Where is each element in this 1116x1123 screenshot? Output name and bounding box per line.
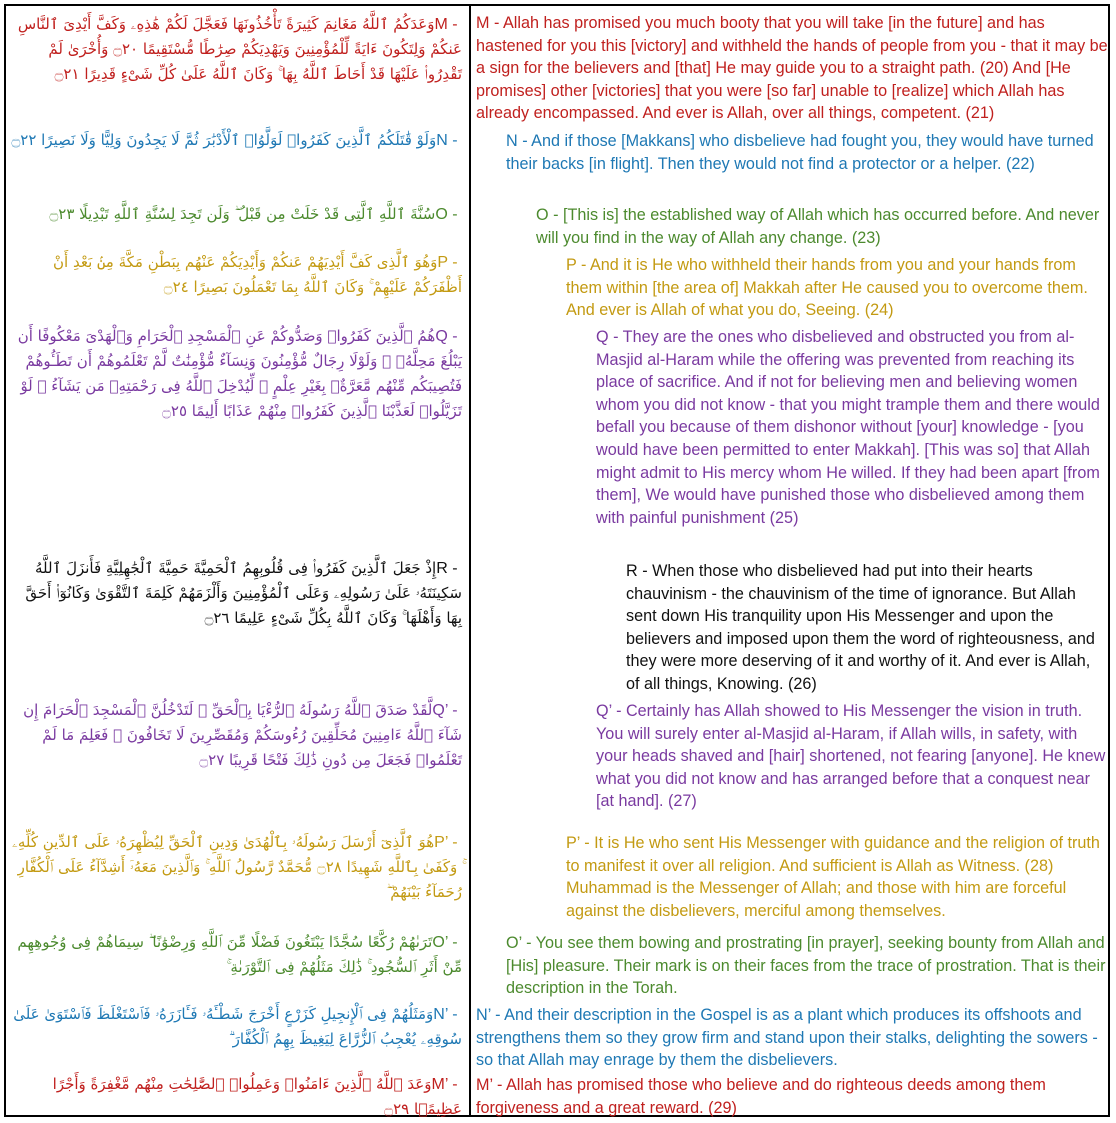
segment-marker: P’ - xyxy=(434,834,462,851)
segment-marker: R - xyxy=(436,560,462,577)
segment-marker: O’ - xyxy=(432,934,462,951)
arabic-segment-n xyxy=(10,128,462,158)
english-segment-q: Q - They are the ones who disbelieved and obstructed you from al-Masjid al-Haram while the offering was prevented from reaching its place of sacrifice. And if not for believing men and believing women whom you did not know - that you might trample them and there would befall you because of them dishonor without [your] knowledge - [you would have been permitted to enter Makkah]. [This was so] that Allah might admit to His mercy whom He willed. If they had been apart [from them], We would have punished those who disbelieved among them with painful punishment (25) xyxy=(596,328,1100,527)
arabic-text: هُوَ ٱلَّذِىٓ أَرْسَلَ رَسُولَهُۥ بِٱلْهُدَىٰ وَدِينِ ٱلْحَقِّ لِيُظْهِرَهُۥ عَلَى ٱلدِّينِ كُلِّهِۦ ۚ وَكَفَىٰ بِٱللَّهِ شَهِيدًا ۝٢٨ مُّحَمَّدٌ رَّسُولُ ٱللَّهِ ۚ وَٱلَّذِينَ مَعَهُۥٓ أَشِدَّآءُ عَلَى ٱلْكُفَّارِ رُحَمَآءُ بَيْنَهُمْ ۖ xyxy=(12,833,462,901)
english-segment-p2: P’ - It is He who sent His Messenger with guidance and the religion of truth to manifest it over all religion. And sufficient is Allah as Witness. (28) Muhammad is the Messenger of Allah; and those with him are forceful against the disbelievers, merciful among themselves. xyxy=(566,834,1100,920)
arabic-text: هُمُ ٱلَّذِينَ كَفَرُوا۟ وَصَدُّوكُمْ عَنِ ٱلْمَسْجِدِ ٱلْحَرَامِ وَٱلْهَدْىَ مَعْكُوفًا أَن يَبْلُغَ مَحِلَّهُۥ ۚ وَلَوْلَا رِجَالٌ مُّؤْمِنُونَ وَنِسَآءٌ مُّؤْمِنَٰتٌ لَّمْ تَعْلَمُوهُمْ أَن تَطَـُٔوهُمْ فَتُصِيبَكُم مِّنْهُم مَّعَرَّةٌۢ بِغَيْرِ عِلْمٍ ۖ لِّيُدْخِلَ ٱللَّهُ فِى رَحْمَتِهِۦ مَن يَشَآءُ ۚ لَوْ تَزَيَّلُوا۟ لَعَذَّبْنَا ٱلَّذِينَ كَفَرُوا۟ مِنْهُمْ عَذَابًا أَلِيمًا ۝٢٥ xyxy=(17,327,462,420)
arabic-text: وَمَثَلُهُمْ فِى ٱلْإِنجِيلِ كَزَرْعٍ أَخْرَجَ شَطْـَٔهُۥ فَـَٔازَرَهُۥ فَٱسْتَغْلَظَ فَٱسْتَوَىٰ عَلَىٰ سُوقِهِۦ يُعْجِبُ ٱلزُّرَّاعَ لِيَغِيظَ بِهِمُ ٱلْكُفَّارَ ۗ xyxy=(13,1005,462,1048)
arabic-text: وَهُوَ ٱلَّذِى كَفَّ أَيْدِيَهُمْ عَنكُمْ وَأَيْدِيَكُمْ عَنْهُم بِبَطْنِ مَكَّةَ مِنۢ بَعْدِ أَنْ أَظْفَرَكُمْ عَلَيْهِمْ ۚ وَكَانَ ٱللَّهُ بِمَا تَعْمَلُونَ بَصِيرًا ۝٢٤ xyxy=(53,253,462,296)
arabic-segment-n2 xyxy=(10,1002,462,1064)
arabic-text: لَّقَدْ صَدَقَ ٱللَّهُ رَسُولَهُ ٱلرُّءْيَا بِٱلْحَقِّ ۖ لَتَدْخُلُنَّ ٱلْمَسْجِدَ ٱلْحَرَامَ إِن شَآءَ ٱللَّهُ ءَامِنِينَ مُحَلِّقِينَ رُءُوسَكُمْ وَمُقَصِّرِينَ لَا تَخَافُونَ ۖ فَعَلِمَ مَا لَمْ تَعْلَمُوا۟ فَجَعَلَ مِن دُونِ ذَٰلِكَ فَتْحًا قَرِيبًا ۝٢٧ xyxy=(23,701,462,769)
english-segment-m2: M’ - Allah has promised those who believe and do righteous deeds among them forgiveness and a great reward. (29) xyxy=(476,1076,1046,1117)
arabic-segment-q xyxy=(10,324,462,492)
arabic-segment-m2 xyxy=(10,1072,462,1118)
segment-marker: Q’ - xyxy=(432,702,462,719)
english-segment-q2: Q’ - Certainly has Allah showed to His Messenger the vision in truth. You will surely enter al-Masjid al-Haram, if Allah wills, in safety, with your heads shaved and [hair] shortened, not fearing [anyone]. He knew what you did not know and has arranged before that a conquest near [at hand]. (27) xyxy=(596,702,1106,811)
arabic-segment-q2 xyxy=(10,698,462,824)
english-segment-p: P - And it is He who withheld their hands from you and your hands from them within [the area of] Makkah after He caused you to overcome them. And ever is Allah of what you do, Seeing. (24) xyxy=(566,256,1088,320)
segment-marker: O - xyxy=(435,206,462,223)
arabic-text: إِذْ جَعَلَ ٱلَّذِينَ كَفَرُوا۟ فِى قُلُوبِهِمُ ٱلْحَمِيَّةَ حَمِيَّةَ ٱلْجَٰهِلِيَّةِ فَأَنزَلَ ٱللَّهُ سَكِينَتَهُۥ عَلَىٰ رَسُولِهِۦ وَعَلَى ٱلْمُؤْمِنِينَ وَأَلْزَمَهُمْ كَلِمَةَ ٱلتَّقْوَىٰ وَكَانُوٓا۟ أَحَقَّ بِهَا وَأَهْلَهَا ۚ وَكَانَ ٱللَّهُ بِكُلِّ شَىْءٍ عَلِيمًا ۝٢٦ xyxy=(25,559,462,627)
english-segment-n2: N’ - And their description in the Gospel is as a plant which produces its offshoots and strengthens them so they grow firm and stand upon their stalks, delighting the sowers - so that Allah may enrage by them the disbelievers. xyxy=(476,1006,1098,1070)
segment-marker: N - xyxy=(436,132,462,149)
english-segment-r: R - When those who disbelieved had put into their hearts chauvinism - the chauvinism of the time of ignorance. But Allah sent down His tranquility upon His Messenger and upon the believers and imposed upon them the word of righteousness, and they were more deserving of it and worthy of it. And ever is Allah, of all things, Knowing. (26) xyxy=(626,562,1095,693)
segment-marker: M’ - xyxy=(431,1076,462,1093)
arabic-segment-o xyxy=(10,202,462,232)
arabic-text: تَرَىٰهُمْ رُكَّعًا سُجَّدًا يَبْتَغُونَ فَضْلًا مِّنَ ٱللَّهِ وَرِضْوَٰنًا ۖ سِيمَاهُمْ فِى وُجُوهِهِم مِّنْ أَثَرِ ٱلسُّجُودِ ۚ ذَٰلِكَ مَثَلُهُمْ فِى ٱلتَّوْرَىٰةِ ۚ xyxy=(17,933,462,976)
segment-marker: P - xyxy=(437,254,462,271)
chiasm-table xyxy=(4,4,1110,1117)
arabic-segment-r xyxy=(10,556,462,682)
arabic-segment-m xyxy=(10,12,462,112)
english-segment-m: M - Allah has promised you much booty that you will take [in the future] and has hastened for you this [victory] and withheld the hands of people from you - that it may be a sign for the believers and [that] He may guide you to a straight path. (20) And [He promises] other [victories] that you were [so far] unable to [realize] which Allah has already encompassed. And ever is Allah, over all things, competent. (21) xyxy=(476,14,1108,123)
arabic-text: وَعَدَ ٱللَّهُ ٱلَّذِينَ ءَامَنُوا۟ وَعَمِلُوا۟ ٱلصَّٰلِحَٰتِ مِنْهُم مَّغْفِرَةً وَأَجْرًا عَظِيمًۢا ۝٢٩ xyxy=(52,1075,462,1118)
english-segment-o: O - [This is] the established way of Allah which has occurred before. And never will you find in the way of Allah any change. (23) xyxy=(536,206,1100,247)
column-divider xyxy=(469,6,471,1115)
english-segment-n: N - And if those [Makkans] who disbelieve had fought you, they would have turned their backs [in flight]. Then they would not find a protector or a helper. (22) xyxy=(506,132,1094,173)
arabic-text: وَلَوْ قَٰتَلَكُمُ ٱلَّذِينَ كَفَرُوا۟ لَوَلَّوُا۟ ٱلْأَدْبَٰرَ ثُمَّ لَا يَجِدُونَ وَلِيًّا وَلَا نَصِيرًا ۝٢٢ xyxy=(11,131,437,149)
english-segment-o2: O’ - You see them bowing and prostrating [in prayer], seeking bounty from Allah and [His] pleasure. Their mark is on their faces from the trace of prostration. That is their description in the Torah. xyxy=(506,934,1106,998)
arabic-text: سُنَّةَ ٱللَّهِ ٱلَّتِى قَدْ خَلَتْ مِن قَبْلُ ۖ وَلَن تَجِدَ لِسُنَّةِ ٱللَّهِ تَبْدِيلًا ۝٢٣ xyxy=(49,205,436,223)
arabic-text: وَعَدَكُمُ ٱللَّهُ مَغَانِمَ كَثِيرَةً تَأْخُذُونَهَا فَعَجَّلَ لَكُمْ هَٰذِهِۦ وَكَفَّ أَيْدِىَ ٱلنَّاسِ عَنكُمْ وَلِتَكُونَ ءَايَةً لِّلْمُؤْمِنِينَ وَيَهْدِيَكُمْ صِرَٰطًا مُّسْتَقِيمًا ۝٢٠ وَأُخْرَىٰ لَمْ تَقْدِرُوا۟ عَلَيْهَا قَدْ أَحَاطَ ٱللَّهُ بِهَا ۚ وَكَانَ ٱللَّهُ عَلَىٰ كُلِّ شَىْءٍ قَدِيرًا ۝٢١ xyxy=(17,15,462,83)
arabic-segment-o2 xyxy=(10,930,462,992)
segment-marker: N’ - xyxy=(433,1006,462,1023)
arabic-segment-p xyxy=(10,250,462,312)
segment-marker: Q - xyxy=(435,328,462,345)
segment-marker: M - xyxy=(434,16,462,33)
arabic-segment-p2 xyxy=(10,830,462,920)
